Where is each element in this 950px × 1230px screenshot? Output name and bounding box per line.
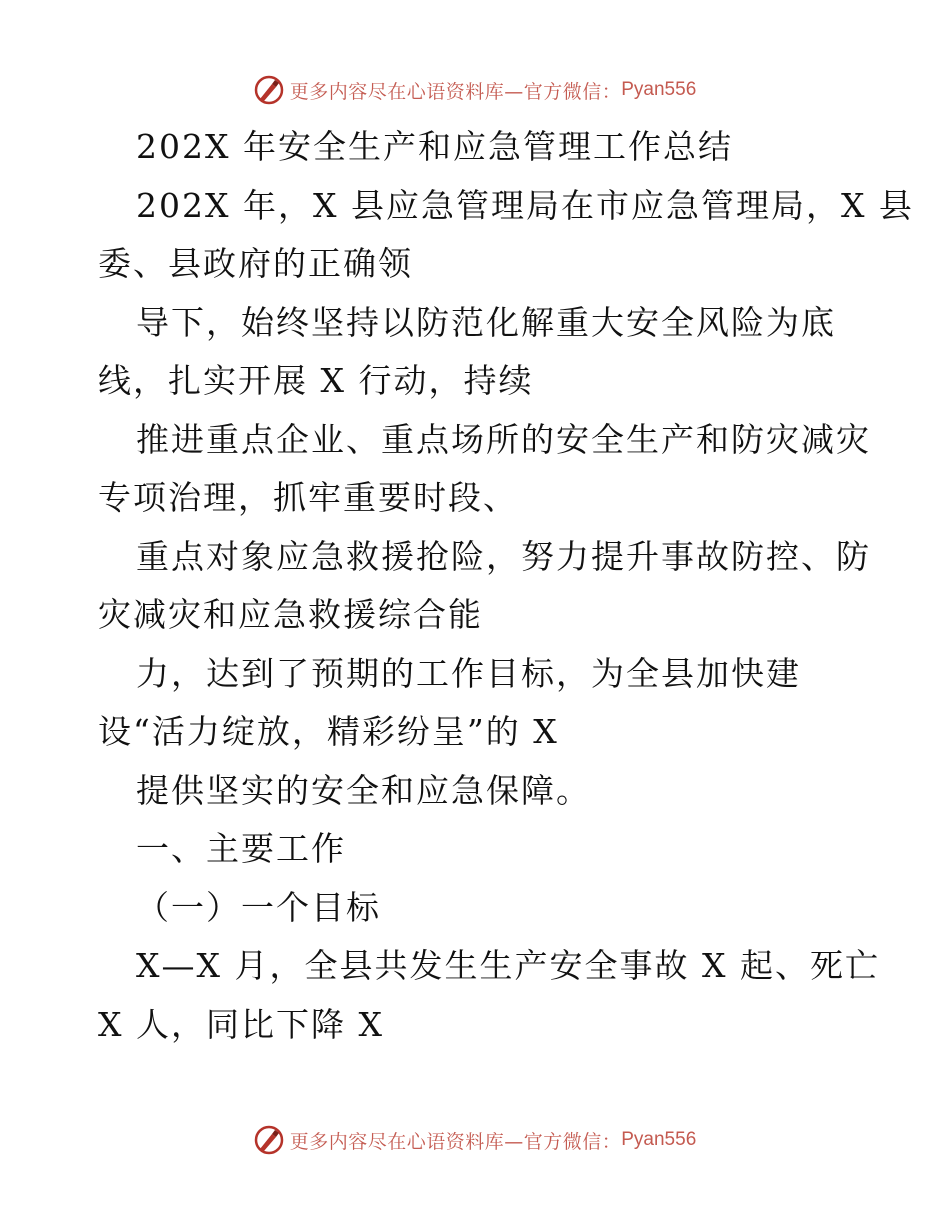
watermark-header: [0, 70, 950, 110]
paragraph-line: 推进重点企业、重点场所的安全生产和防灾减灾: [136, 419, 871, 459]
pen-logo-icon: [254, 75, 284, 105]
paragraph-line: 导下，始终坚持以防范化解重大安全风险为底: [136, 302, 836, 342]
paragraph-line: X—X 月，全县共发生生产安全事故 X 起、死亡: [136, 946, 880, 985]
watermark-handle: Pyan556: [621, 79, 697, 100]
paragraph-line: 设“活力绽放，精彩纷呈”的 X: [98, 712, 559, 751]
document-body: [98, 118, 914, 1054]
paragraph-line: 线，扎实开展 X 行动，持续: [98, 361, 534, 400]
paragraph-line: 专项治理，抓牢重要时段、: [98, 478, 518, 517]
paragraph-line: 202X 年，X 县应急管理局在市应急管理局，X 县: [136, 185, 914, 225]
pen-logo-icon: [254, 1125, 284, 1155]
watermark-handle: Pyan556: [621, 1129, 697, 1150]
document-title: 202X 年安全生产和应急管理工作总结: [136, 127, 733, 166]
subsection-heading: （一）一个目标: [136, 887, 381, 927]
watermark-text: 更多内容尽在心语资料库—官方微信：: [289, 1130, 622, 1153]
paragraph-line: X 人，同比下降 X: [98, 1004, 384, 1044]
paragraph-line: 重点对象应急救援抢险，努力提升事故防控、防: [136, 536, 871, 576]
paragraph-line: 提供坚实的安全和应急保障。: [136, 770, 591, 810]
paragraph-line: 委、县政府的正确领: [98, 244, 413, 283]
paragraph-line: 灾减灾和应急救援综合能: [98, 595, 483, 634]
paragraph-line: 力，达到了预期的工作目标，为全县加快建: [136, 653, 801, 693]
watermark-footer: [0, 1120, 950, 1160]
watermark-text: 更多内容尽在心语资料库—官方微信：: [289, 80, 622, 103]
section-heading: 一、主要工作: [136, 829, 346, 868]
